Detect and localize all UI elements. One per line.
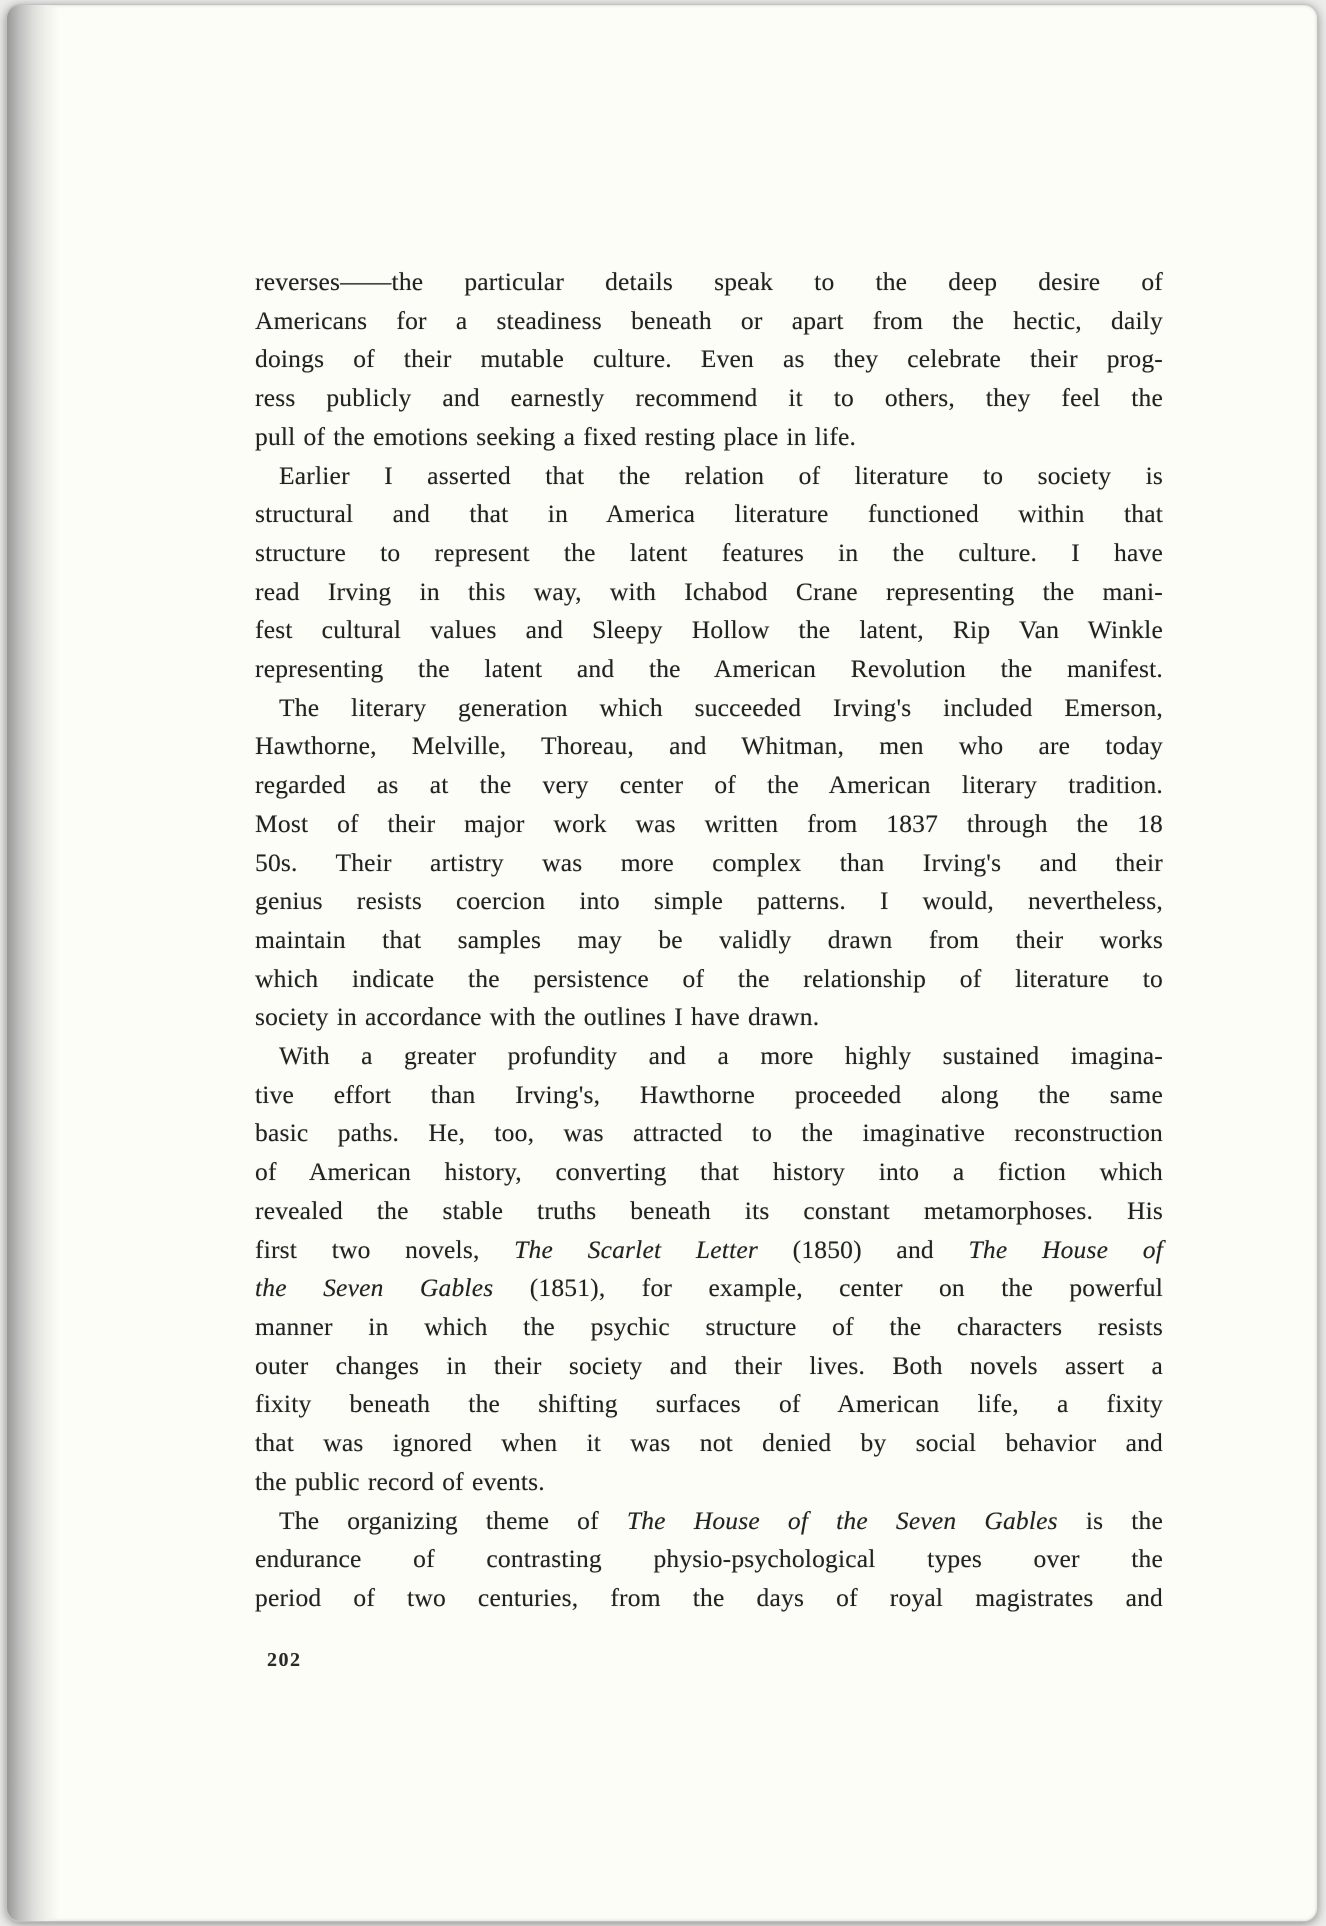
text-line [255, 998, 1163, 1037]
text-segment: Earlier I asserted that the relation of literature to society is [279, 460, 1163, 490]
text-line [255, 1231, 1163, 1270]
text-segment: With a greater profundity and a more highly sustained imagina- [279, 1041, 1163, 1071]
text-segment: that was ignored when it was not denied by social behavior and [255, 1428, 1163, 1458]
text-line [255, 1037, 1163, 1076]
text-line [255, 1540, 1163, 1579]
text-segment: outer changes in their society and their lives. Both novels assert a [255, 1350, 1163, 1380]
page-edge-gradient [7, 5, 59, 1921]
page-number: 202 [267, 1649, 302, 1671]
text-line [255, 1424, 1163, 1463]
page-text-block [255, 263, 1163, 1618]
text-segment: of American history, converting that history into a fiction which [255, 1157, 1163, 1187]
text-segment: The literary generation which succeeded Irving's included Emerson, [279, 692, 1163, 722]
paragraph [255, 457, 1163, 689]
text-segment: structural and that in America literature functioned within that [255, 499, 1163, 529]
text-segment: Most of their major work was written from 1837 through the 18 [255, 808, 1163, 838]
text-segment: fixity beneath the shifting surfaces of American life, a fixity [255, 1389, 1163, 1419]
text-segment: basic paths. He, too, was attracted to the imaginative reconstruction [255, 1118, 1163, 1148]
text-line [255, 882, 1163, 921]
text-segment: (1850) and [758, 1234, 969, 1264]
text-segment: structure to represent the latent features in the culture. I have [255, 537, 1163, 567]
text-segment: manner in which the psychic structure of the characters resists [255, 1311, 1163, 1341]
text-line [255, 1579, 1163, 1618]
text-line [255, 1269, 1163, 1308]
text-segment: which indicate the persistence of the relationship of literature to [255, 963, 1163, 993]
text-segment: (1851), for example, center on the powerful [493, 1273, 1163, 1303]
text-segment: genius resists coercion into simple patterns. I would, nevertheless, [255, 886, 1163, 916]
text-line [255, 844, 1163, 883]
text-line [255, 1192, 1163, 1231]
text-segment: representing the latent and the American Revolution the manifest. [255, 654, 1163, 684]
text-segment: fest cultural values and Sleepy Hollow the latent, Rip Van Winkle [255, 615, 1163, 645]
text-segment: Hawthorne, Melville, Thoreau, and Whitman, men who are today [255, 731, 1163, 761]
text-line [255, 340, 1163, 379]
text-segment: society in accordance with the outlines I have drawn. [255, 1002, 820, 1032]
book-title-italic: the Seven Gables [255, 1273, 494, 1303]
text-segment: revealed the stable truths beneath its constant metamorphoses. His [255, 1195, 1163, 1225]
text-line [255, 418, 1163, 457]
text-line [255, 379, 1163, 418]
text-line [255, 1347, 1163, 1386]
text-line [255, 1076, 1163, 1115]
paragraph [255, 1037, 1163, 1501]
book-page [6, 4, 1318, 1922]
text-segment: the public record of events. [255, 1466, 545, 1496]
text-line [255, 534, 1163, 573]
text-line [255, 263, 1163, 302]
text-line [255, 1308, 1163, 1347]
text-line [255, 727, 1163, 766]
text-segment: reverses——the particular details speak to the deep desire of [255, 267, 1163, 296]
text-segment: tive effort than Irving's, Hawthorne proceeded along the same [255, 1079, 1163, 1109]
text-segment: endurance of contrasting physio-psychological types over the [255, 1544, 1163, 1574]
text-segment: is the [1057, 1505, 1164, 1535]
text-line [255, 1114, 1163, 1153]
text-line [255, 1153, 1163, 1192]
book-title-italic: The House of the Seven Gables [626, 1505, 1058, 1535]
text-segment: The organizing theme of [279, 1505, 627, 1535]
paragraph [255, 1502, 1163, 1618]
text-segment: maintain that samples may be validly drawn from their works [255, 924, 1163, 954]
text-segment: period of two centuries, from the days of royal magistrates and [255, 1582, 1163, 1612]
text-segment: first two novels, [255, 1234, 515, 1264]
text-line [255, 457, 1163, 496]
text-segment: doings of their mutable culture. Even as they celebrate their prog- [255, 344, 1163, 374]
book-title-italic: The Scarlet Letter [514, 1234, 758, 1264]
paragraph [255, 689, 1163, 1037]
text-line [255, 611, 1163, 650]
text-segment: ress publicly and earnestly recommend it to others, they feel the [255, 383, 1163, 413]
text-line [255, 302, 1163, 341]
text-segment: pull of the emotions seeking a fixed resting place in life. [255, 421, 857, 451]
text-line [255, 573, 1163, 612]
text-line [255, 1502, 1163, 1541]
text-line [255, 766, 1163, 805]
text-line [255, 689, 1163, 728]
text-segment: Americans for a steadiness beneath or apart from the hectic, daily [255, 305, 1163, 335]
text-segment: read Irving in this way, with Ichabod Crane representing the mani- [255, 576, 1163, 606]
text-line [255, 960, 1163, 999]
paragraph [255, 263, 1163, 457]
text-line [255, 805, 1163, 844]
text-line [255, 650, 1163, 689]
text-line [255, 1385, 1163, 1424]
text-line [255, 495, 1163, 534]
text-segment: regarded as at the very center of the American literary tradition. [255, 770, 1163, 800]
text-segment: 50s. Their artistry was more complex than Irving's and their [255, 847, 1163, 877]
text-line [255, 921, 1163, 960]
book-title-italic: The House of [968, 1234, 1163, 1264]
text-line [255, 1463, 1163, 1502]
